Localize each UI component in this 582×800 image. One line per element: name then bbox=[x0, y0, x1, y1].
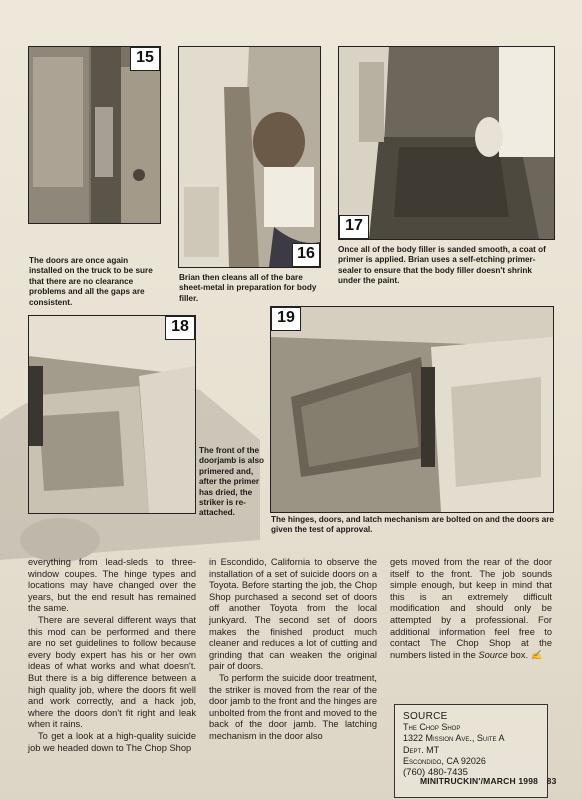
end-mark-icon: ✍ bbox=[530, 649, 543, 660]
source-company: The Chop Shop bbox=[403, 722, 461, 733]
source-phone: (760) 480-7435 bbox=[403, 767, 468, 779]
photo-19 bbox=[270, 306, 554, 513]
source-heading: SOURCE bbox=[403, 711, 448, 722]
photo-17 bbox=[338, 46, 555, 240]
article-paragraph: There are several different ways that this mod can be performed and there are no set guidelines to follow because every body expert has his or her own ideas of what works and what doesn't. But there is a big difference between a high quality job, where the doors fit well and work correctly, and a hack job, where the doors don't fit right and leak when it rains. bbox=[28, 614, 196, 730]
caption-16: Brian then cleans all of the bare sheet-metal in preparation for body filler. bbox=[179, 273, 317, 303]
photo-number-18: 18 bbox=[165, 316, 195, 340]
source-city: Escondido, CA 92026 bbox=[403, 755, 486, 766]
article-column-3 bbox=[390, 557, 552, 661]
article-paragraph: in Escondido, California to observe the installation of a set of suicide doors on a Toyota. Before starting the job, the Chop Shop purchased a second set of doors off another Toyota from the local junkyard. The second set of doors makes the finished product much cleaner and reduces a lot of cutting and grinding that can weaken the original pair of doors. bbox=[209, 557, 377, 672]
caption-19: The hinges, doors, and latch mechanism are bolted on and the doors are given the test of approval. bbox=[271, 515, 554, 535]
article-text-end: box. bbox=[510, 649, 529, 660]
photo-number-17: 17 bbox=[339, 215, 369, 239]
caption-18: The front of the doorjamb is also primered and, after the primer has dried, the striker is re-attached. bbox=[199, 446, 265, 518]
photo-number-15: 15 bbox=[130, 47, 160, 71]
photo-number-16: 16 bbox=[292, 243, 320, 267]
caption-15: The doors are once again installed on the truck to be sure that there are no clearance problems and all the gaps are consistent. bbox=[29, 256, 153, 307]
photo-number-19: 19 bbox=[271, 307, 301, 331]
article-paragraph bbox=[390, 557, 552, 661]
page-number: 83 bbox=[546, 776, 557, 786]
article-paragraph: To perform the suicide door treatment, the striker is moved from the rear of the door jamb to the front and the hinges are unbolted from the front and moved to the back of the door jamb. The latching mechanism in the door also bbox=[209, 672, 377, 741]
article-paragraph: To get a look at a high-quality suicide job we headed down to The Chop Shop bbox=[28, 730, 196, 753]
photo-18 bbox=[28, 315, 196, 514]
photo-16 bbox=[178, 46, 321, 268]
magazine-issue: MINITRUCKIN'/MARCH 1998 bbox=[420, 776, 539, 786]
article-text: gets moved from the rear of the door itself to the front. The job sounds simple enough, but keep in mind that this is an extremely difficult modification and should only be attempted by a professional. For additional information feel free to contact The Chop Shop at the numbers listed in the bbox=[390, 557, 552, 660]
source-address: 1322 Mission Ave., Suite A bbox=[403, 733, 505, 744]
article-column-1 bbox=[28, 557, 196, 754]
article-paragraph: everything from lead-sleds to three-window coupes. The hinge types and locations may have changed over the years, but the end result has remained the same. bbox=[28, 557, 196, 614]
photo-15 bbox=[28, 46, 161, 224]
caption-17: Once all of the body filler is sanded smooth, a coat of primer is applied. Brian uses a self-etching primer-sealer to ensure that the body filler doesn't shrink under the paint. bbox=[338, 245, 546, 286]
page-footer bbox=[420, 776, 557, 786]
source-dept: Dept. MT bbox=[403, 744, 440, 755]
source-reference: Source bbox=[478, 649, 508, 660]
article-column-2 bbox=[209, 557, 377, 743]
